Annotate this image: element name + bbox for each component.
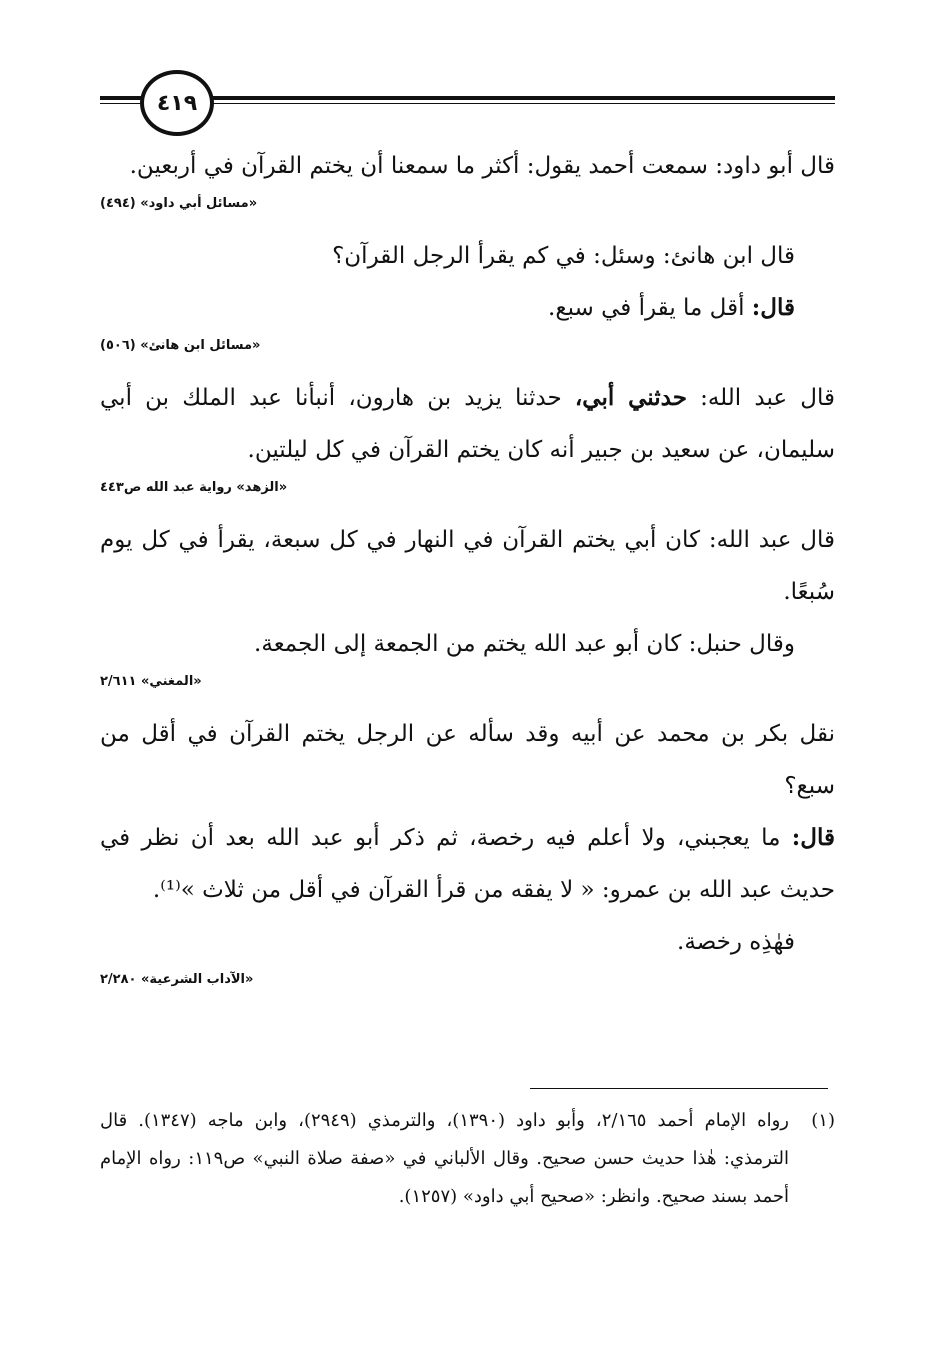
page-body [100, 140, 835, 1006]
footnote-separator [530, 1088, 828, 1089]
page-number: ٤١٩ [140, 70, 214, 136]
paragraph-bakr: نقل بكر بن محمد عن أبيه وقد سأله عن الرجل يختم القرآن في أقل من سبع؟ [100, 721, 835, 799]
paragraph-rukhsa: فهٰذِه رخصة. [677, 929, 795, 955]
source-citation: «المغني» ٢/٦١١ [100, 674, 202, 689]
paragraph-ibn-hani: قال ابن هانئ: وسئل: في كم يقرأ الرجل القرآن؟ [332, 243, 795, 269]
paragraph-hanbal: وقال حنبل: كان أبو عبد الله يختم من الجمعة إلى الجمعة. [254, 631, 795, 657]
paragraph-abdullah-zuhd: قال عبد الله: حدثني أبي، حدثنا يزيد بن هارون، أنبأنا عبد الملك بن أبي سليمان، عن سعيد بن جبير أنه كان يختم القرآن في كل ليلتين. [100, 384, 836, 463]
source-citation: «مسائل أبي داود» (٤٩٤) [100, 196, 258, 211]
paragraph-ibn-hani-answer: قال: أقل ما يقرأ في سبع. [548, 294, 795, 321]
page-header [100, 70, 835, 130]
paragraph-abu-dawud: قال أبو داود: سمعت أحمد يقول: أكثر ما سمعنا أن يختم القرآن في أربعين. [129, 153, 835, 179]
footnote-text: رواه الإمام أحمد ٢/١٦٥، وأبو داود (١٣٩٠)، والترمذي (٢٩٤٩)، وابن ماجه (١٣٤٧). قال الترمذي: هٰذا حديث حسن صحيح. وقال الألباني في «صفة صلاة النبي» ص١١٩: رواه الإمام أحمد بسند صحيح. وانظر: «صحيح أبي داود» (١٢٥٧). [100, 1110, 789, 1207]
source-citation: «مسائل ابن هانئ» (٥٠٦) [100, 338, 261, 353]
paragraph-abdullah-day: قال عبد الله: كان أبي يختم القرآن في النهار في كل سبعة، يقرأ في كل يوم سُبعًا. [100, 527, 835, 605]
source-citation: «الآداب الشرعية» ٢/٢٨٠ [100, 972, 254, 987]
source-citation: «الزهد» رواية عبد الله ص٤٤٣ [100, 480, 288, 495]
footnote [100, 1102, 835, 1216]
paragraph-bakr-answer: قال: ما يعجبني، ولا أعلم فيه رخصة، ثم ذكر أبو عبد الله بعد أن نظر في حديث عبد الله بن عمرو: « لا يفقه من قرأ القرآن في أقل من ثلاث »⁽¹⁾. [100, 824, 835, 903]
footnote-number: (١) [811, 1110, 835, 1131]
